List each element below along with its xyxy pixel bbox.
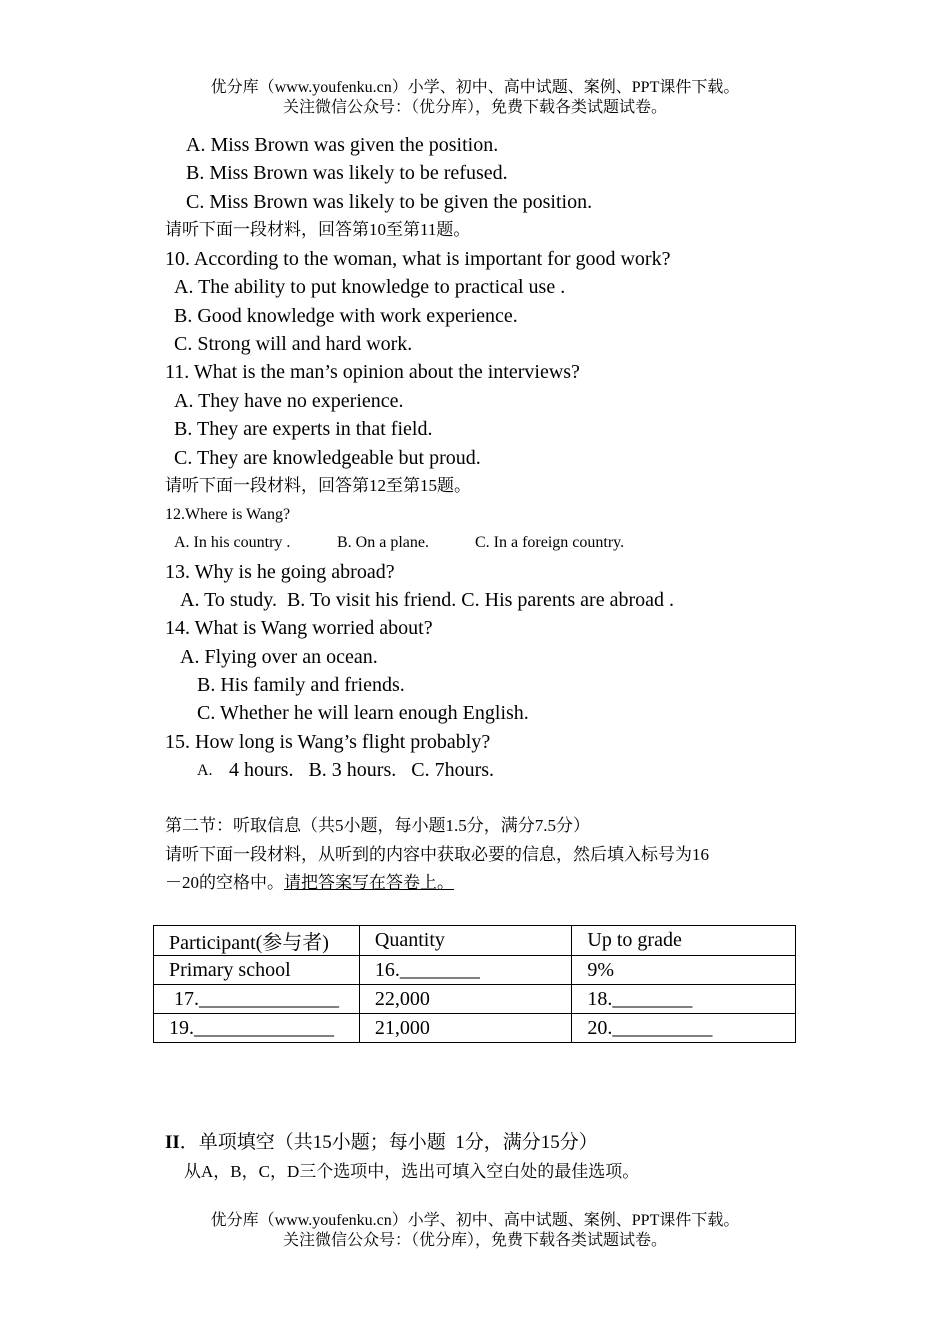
table-cell: Primary school [154,956,360,985]
q15-options: 4 hours. B. 3 hours. C. 7hours. [229,759,495,781]
table-row [154,956,796,985]
table-row [154,985,796,1014]
q10-option-c: C. Strong will and hard work. [174,333,413,355]
section2-instruction-2-underlined: 请把答案写在答卷上。 [284,873,454,892]
answer-blank-19: 19.______________ [154,1014,360,1043]
table-row [154,1014,796,1043]
q13-stem: 13. Why is he going abroad? [165,561,395,583]
section2-instruction-1: 请听下面一段材料，从听到的内容中获取必要的信息，然后填入标号为16 [165,845,709,864]
q11-option-b: B. They are experts in that field. [174,418,433,440]
instruction-10-11: 请听下面一段材料，回答第10至第11题。 [165,220,471,239]
q14-option-a: A. Flying over an ocean. [180,646,378,668]
q13-options: A. To study. B. To visit his friend. C. His parents are abroad . [180,589,674,611]
q14-stem: 14. What is Wang worried about? [165,617,433,639]
instruction-12-15: 请听下面一段材料，回答第12至第15题。 [165,476,471,495]
answer-blank-17: 17.______________ [154,985,360,1014]
q10-stem: 10. According to the woman, what is important for good work? [165,248,671,270]
q15-option-a-label: A. [197,762,213,779]
section2-title: 第二节：听取信息（共5小题，每小题1.5分，满分7.5分） [165,816,590,835]
table-cell: 22,000 [359,985,572,1014]
table-header-grade: Up to grade [572,926,796,956]
header-line-2: 关注微信公众号：（优分库），免费下载各类试题试卷。 [282,99,667,116]
part2-heading [165,1130,598,1156]
q9-option-a: A. Miss Brown was given the position. [186,134,499,156]
part2-numeral: II [165,1132,180,1153]
answer-blank-20: 20.__________ [572,1014,796,1043]
q10-option-b: B. Good knowledge with work experience. [174,305,518,327]
table-cell: 21,000 [359,1014,572,1043]
header-line-1: 优分库（www.youfenku.cn）小学、初中、高中试题、案例、PPT课件下载。 [210,79,740,96]
q12-option-c: C. In a foreign country. [475,534,625,551]
q15-stem: 15. How long is Wang’s flight probably? [165,731,491,753]
table-header-quantity: Quantity [359,926,572,956]
q9-option-b: B. Miss Brown was likely to be refused. [186,162,508,184]
q11-option-a: A. They have no experience. [174,390,404,412]
part2-title: ．单项填空（共15小题；每小题 1分，满分15分） [179,1132,598,1153]
q12-option-b: B. On a plane. [337,534,429,551]
table-header-participant: Participant(参与者) [154,926,360,956]
table-cell: 9% [572,956,796,985]
footer-line-2: 关注微信公众号：（优分库），免费下载各类试题试卷。 [282,1232,667,1249]
part2-instruction: 从A，B，C，D三个选项中，选出可填入空白处的最佳选项。 [184,1162,640,1181]
table-header-row [154,926,796,956]
q14-option-c: C. Whether he will learn enough English. [197,702,529,724]
q12-option-a: A. In his country . [174,534,291,551]
q9-option-c: C. Miss Brown was likely to be given the position. [186,191,593,213]
footer-line-1: 优分库（www.youfenku.cn）小学、初中、高中试题、案例、PPT课件下载。 [210,1212,740,1229]
answer-blank-18: 18.________ [572,985,796,1014]
answer-blank-16: 16.________ [359,956,572,985]
q12-stem: 12.Where is Wang? [165,506,291,523]
q10-option-a: A. The ability to put knowledge to practical use . [174,276,566,298]
q11-option-c: C. They are knowledgeable but proud. [174,447,481,469]
q11-stem: 11. What is the man’s opinion about the interviews? [165,361,580,383]
q14-option-b: B. His family and friends. [197,674,405,696]
info-table [153,925,796,1043]
section2-instruction-2 [165,870,454,896]
section2-instruction-2-plain: －20的空格中。 [165,873,284,892]
